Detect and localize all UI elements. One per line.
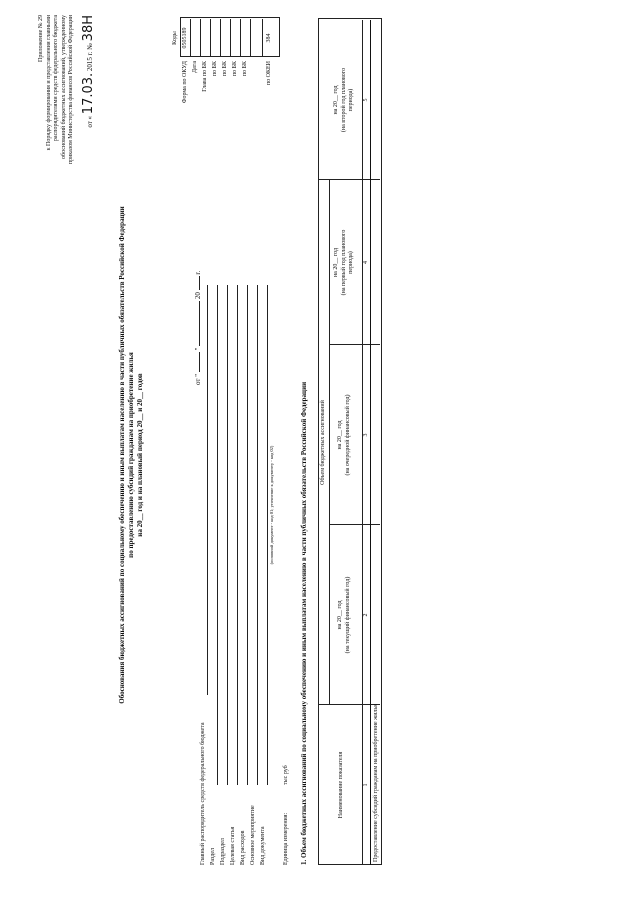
document-kind-hint: (основной документ - код 01; уточнение к документу - код 02) (269, 445, 274, 565)
field-label: Вид документа (260, 826, 266, 865)
field-line[interactable] (217, 285, 218, 785)
code-row-label: по БК (222, 61, 228, 77)
document-title (118, 125, 145, 785)
form-label: Форма по ОКУД (182, 61, 188, 104)
code-row-label: по БК (212, 61, 218, 77)
table-group-header: Объем бюджетных ассигнований (320, 400, 326, 485)
field-label: Подраздел (220, 838, 226, 865)
table-row-label: Предоставление субсидий гражданам на приобретение жилья (373, 704, 379, 862)
field-line[interactable] (227, 285, 228, 785)
appendix-line: обоснований бюджетных ассигнований, утвержденному (60, 15, 67, 159)
code-row-label: Дата (192, 61, 198, 73)
okei-code: 384 (266, 33, 272, 43)
title-line-2: по предоставлению субсидий гражданам на приобретение жилья (127, 352, 135, 558)
field-line[interactable] (247, 285, 248, 785)
unit-label: Единица измерения: (283, 812, 289, 865)
table-col-number: 1 (363, 783, 369, 787)
appendix-line: к Порядку формирования и представления главными (45, 15, 52, 151)
table-col-header: на 20__ год (на очередной финансовый год) (337, 394, 351, 476)
table-col-header: на 20__ год (на второй год планового периода) (333, 67, 354, 133)
date-year: 20 (194, 292, 202, 300)
order-number: 38Н (81, 15, 96, 42)
table-col-number: 5 (363, 98, 369, 102)
table-header-name: Наименование показателя (338, 751, 344, 819)
code-row-label: Глава по БК (202, 61, 208, 92)
field-label: Основное мероприятие (250, 805, 256, 865)
codes-header: Коды (172, 31, 178, 45)
code-row-label: по БК (232, 61, 238, 77)
date-prefix: от " (194, 373, 202, 385)
section-1-title: 1. Объем бюджетных ассигнований по социальному обеспечению и иным выплатам населению в части публичных обязательств Российской Федерации (300, 381, 308, 865)
field-line[interactable] (237, 285, 238, 785)
okei-label: по ОКЕИ (266, 61, 272, 86)
title-line-1: Обоснования бюджетных ассигнований по социальному обеспечению и иным выплатам населению в части публичных обязательств Российской Федерации (118, 206, 126, 704)
title-line-3: на 20__ год и на плановый период 20__ и 20__ годов (136, 373, 144, 537)
order-line (81, 15, 96, 145)
appendix-line: распорядителями средств федерального бюджета (53, 15, 59, 142)
order-year: 2015 г. № (86, 43, 94, 72)
code-row-label: по БК (242, 61, 248, 77)
table-col-header: на 20__ год (на первый год планового периода) (333, 229, 354, 296)
appendix-block (38, 15, 76, 185)
appendix-line: приказом Министерства финансов Российской Федерации (68, 15, 74, 165)
field-label: Целевая статья (230, 826, 236, 865)
date-suffix: г. (194, 270, 202, 275)
date-line (194, 271, 203, 385)
field-label: Главный распорядитель средств федерального бюджета (200, 722, 206, 865)
table-col-header: на 20__ год (на текущий финансовый год) (337, 576, 351, 654)
unit-value: тыс руб (283, 765, 289, 785)
order-date: 17.03. (81, 72, 96, 115)
table-col-number: 3 (363, 433, 369, 437)
field-label: Вид расходов (240, 830, 246, 865)
field-line[interactable] (207, 285, 208, 695)
appendix-line: Приложение № 29 (38, 15, 44, 62)
field-line[interactable] (257, 285, 258, 785)
field-label: Раздел (210, 848, 216, 865)
date-mid: " (194, 347, 202, 351)
order-prefix: от « (86, 115, 94, 128)
form-code: 0505189 (182, 27, 188, 49)
field-line[interactable] (267, 285, 268, 785)
table-col-number: 4 (363, 261, 369, 264)
table-col-number: 2 (363, 613, 369, 617)
